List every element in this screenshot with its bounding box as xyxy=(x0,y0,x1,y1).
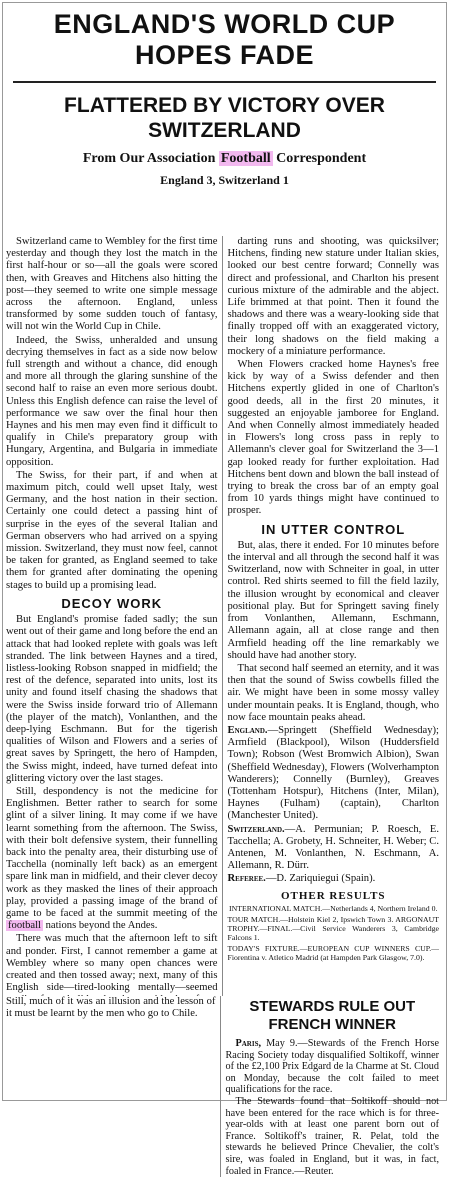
bottom-left-text: Still, much of it was an illusion and the lesson of it must be learnt by the men who go to Chile. xyxy=(6,996,221,1177)
article-columns xyxy=(6,236,439,996)
referee-label: Referee. xyxy=(227,873,266,885)
team-label: Switzerland. xyxy=(227,823,285,835)
text-span: nations beyond the Andes. xyxy=(42,920,158,932)
paragraph: The Swiss, for their part, if and when at maximum pitch, could well upset Italy, west Germany, and the host nation in their section. Certainly one could detect a passing hint of surprise in the eyes of the several Italian and German observers who had arrived on a spying mission. Switzerland, they must now feel, cannot be taken for granted, as England seemed to take them for granted after dominating the opening stages to build up a promising lead. xyxy=(6,469,218,591)
byline-highlight: Football xyxy=(220,151,271,166)
paragraph: darting runs and shooting, was quicksilver; Hitchens, finding new stature under Italian skies, looked our best centre forward; Connelly was direct and professional, and Charlton his present curious mixture of the admirable and the abject. Life brimmed at that point. Then it found the shadows and there was a weary-looking side that finally tropped off with an exaggerated victory, their long shadows on the field making a mockery of a miniature performance. xyxy=(227,236,439,357)
highlight-football: football xyxy=(8,920,41,932)
team-players: —Springett (Sheffield Wednesday); Armfield (Blackpool), Wilson (Huddersfield Town); Robson (West Bromwich Albion), Swan (Sheffield Wednesday), Flowers (Wolverhampton Wanderers); Connelly (Burnley), Greaves (Tottenham Hotspur), Hitchens (Inter, Milan), Haynes (Fulham) (captain), Charlton (Manchester United). xyxy=(227,724,439,822)
main-headline: ENGLAND'S WORLD CUP HOPES FADE xyxy=(53,9,396,70)
text-span: Still, despondency is not the medicine for Englishmen. Better rather to search for some glint of a silver lining. It may come if we have learnt something from the afternoon. The Swiss, with their bolt defensive system, their funnelling back into the penalty area, their disturbing use of Tacchella (nominally left back) as an emergent spare link man in midfield, and their clever decoy work as they masked the lines of their approach play, provided a passing image of the brand of game to be faced at the summit meeting of the xyxy=(6,785,218,919)
dateline-place: Paris, xyxy=(235,1038,262,1049)
paragraph xyxy=(6,786,218,932)
result-line: TODAY'S FIXTURE.—EUROPEAN CUP WINNERS CUP.—Fiorentina v. Atletico Madrid (at Hampden Park Glasgow, 7.0). xyxy=(227,943,439,962)
paragraph: Switzerland came to Wembley for the first time yesterday and though they lost the match in the first half-hour or so—all the goals were scored then, with Greaves and Hitchens also hitting the post—they seemed to write one simple message across the afternoon. England, unless transformed by some sudden touch of fantasy, will not win the World Cup in Chile. xyxy=(6,236,218,333)
england-lineup xyxy=(228,725,440,823)
text-span: May 9.—Stewards of the French Horse Racing Society today disqualified Soltikoff, winner of the £2,100 Prix Edgard de la Charme at St. Cloud on Monday, because the colt failed to meet qualifications for the race. xyxy=(225,1038,439,1096)
stewards-article xyxy=(221,996,439,1177)
right-column xyxy=(223,236,440,996)
section-heading-decoy: DECOY WORK xyxy=(61,595,163,611)
paragraph: There was much that the afternoon left to sift and ponder. First, I cannot remember a game at Wembley where so many open chances were created and then tossed away; next, many of this English side—tired-looking mentally—seemed xyxy=(6,933,218,994)
switzerland-lineup xyxy=(228,824,440,873)
sub-headline: FLATTERED BY VICTORY OVER SWITZERLAND xyxy=(64,94,385,142)
byline-pre: From Our Association xyxy=(82,151,219,166)
byline-post: Correspondent xyxy=(272,151,367,166)
paragraph: But England's promise faded sadly; the sun went out of their game and long before the end an attack that had looked replete with goals was left stranded. The link between Haynes and a tired, listless-looking Robson snapped in midfield; the rest of the defence, separated into units, lost its unity and found itself chasing the shadows that were the Swiss inside forward trio of Allemann (the player of the match), Vonlanthen, and the deep-lying Eschmann. But for the tigerish qualities of Wilson and Flowers and a series of great saves by Springett, the hero of Hampden, the Swiss might, indeed, have turned defeat into glittering victory over the last stages. xyxy=(6,614,218,784)
paragraph: That second half seemed an eternity, and it was then that the sound of Swiss cowbells filled the air. We might have been in some mossy valley under mountain peaks. It is England, though, who now face mountain peaks ahead. xyxy=(227,662,439,723)
team-players: —A. Permunian; P. Roesch, E. Tacchella; A. Grobety, H. Schneiter, H. Weber; C. Antenen, M. Vonlanthen, N. Eschmann, A. Allemann, R. Dürr. xyxy=(227,823,439,872)
paragraph: But, alas, there it ended. For 10 minutes before the interval and all through the second half it was Switzerland, now with Schneiter in goal, in utter control. Red shirts seemed to fill the field lazily, the illusion wrought by economical and cleaver positional play. But for Springett saving finely from Vonlanthen, Allemann, Eschmann, Allemann again, all at close range and then Armfield heading off the line remarkably we should have had another story. xyxy=(227,539,439,661)
headline-rule xyxy=(13,81,436,83)
paragraph xyxy=(226,1038,439,1096)
result-line: INTERNATIONAL MATCH.—Netherlands 4, Northern Ireland 0. xyxy=(229,903,438,913)
byline xyxy=(3,151,446,167)
result-line: TOUR MATCH.—Holstein Kiel 2, Ipswich Town 3. ARGONAUT TROPHY.—FINAL.—Civil Service Wanderers 3, Cambridge Falcons 1. xyxy=(227,914,439,942)
results-title: OTHER RESULTS xyxy=(280,889,386,902)
left-column xyxy=(6,236,223,996)
referee-name: —D. Zariquiegui (Spain). xyxy=(265,873,376,885)
bottom-section xyxy=(6,996,439,1177)
paragraph: Indeed, the Swiss, unheralded and unsung decrying themselves in fact as a side now below full strength and without a chance, did enough and more all through the glaring sunshine of the second half to raise an even more serious doubt. Unless this English defence can raise the level of performance we saw over the final hour then Haynes and his men may even find it difficult to qualify in Chile's preparatory group with Hungary, Argentina, and Bulgaria in immediate opposition. xyxy=(6,334,218,468)
section-heading-utter-control: IN UTTER CONTROL xyxy=(261,521,406,537)
team-label: England. xyxy=(227,724,268,736)
paragraph: The Stewards found that Soltikoff should not have been entered for the race which is for three-year-olds with at least one parent born out of France. Soltikoff's trainer, R. Pelat, told the stewards he believed Prince Chevalier, the colt's sire, was foaled in England, but it was, in fact, foaled in France.—Reuter. xyxy=(225,1095,439,1177)
paragraph: When Flowers cracked home Haynes's free kick by way of a Swiss defender and then Hitchens expertly glided in one of Charlton's good deeds, all in the first 20 minutes, it suggested an enjoyable jamboree for England. And when Connelly almost immediately headed in Flowers's long cross pass in reply to Allemann's clever goal for Switzerland the 3—1 gap looked ready for further exploitation. Had Hitchens bent down and blown the ball instead of trying to break the cross bar of an empty goal from 10 yards things might have continued to prosper. xyxy=(227,359,439,517)
other-results xyxy=(228,890,440,962)
referee-line xyxy=(228,873,440,885)
stewards-headline: STEWARDS RULE OUT FRENCH WINNER xyxy=(249,998,416,1033)
score-line: England 3, Switzerland 1 xyxy=(160,173,289,187)
team-lineups xyxy=(228,725,440,886)
